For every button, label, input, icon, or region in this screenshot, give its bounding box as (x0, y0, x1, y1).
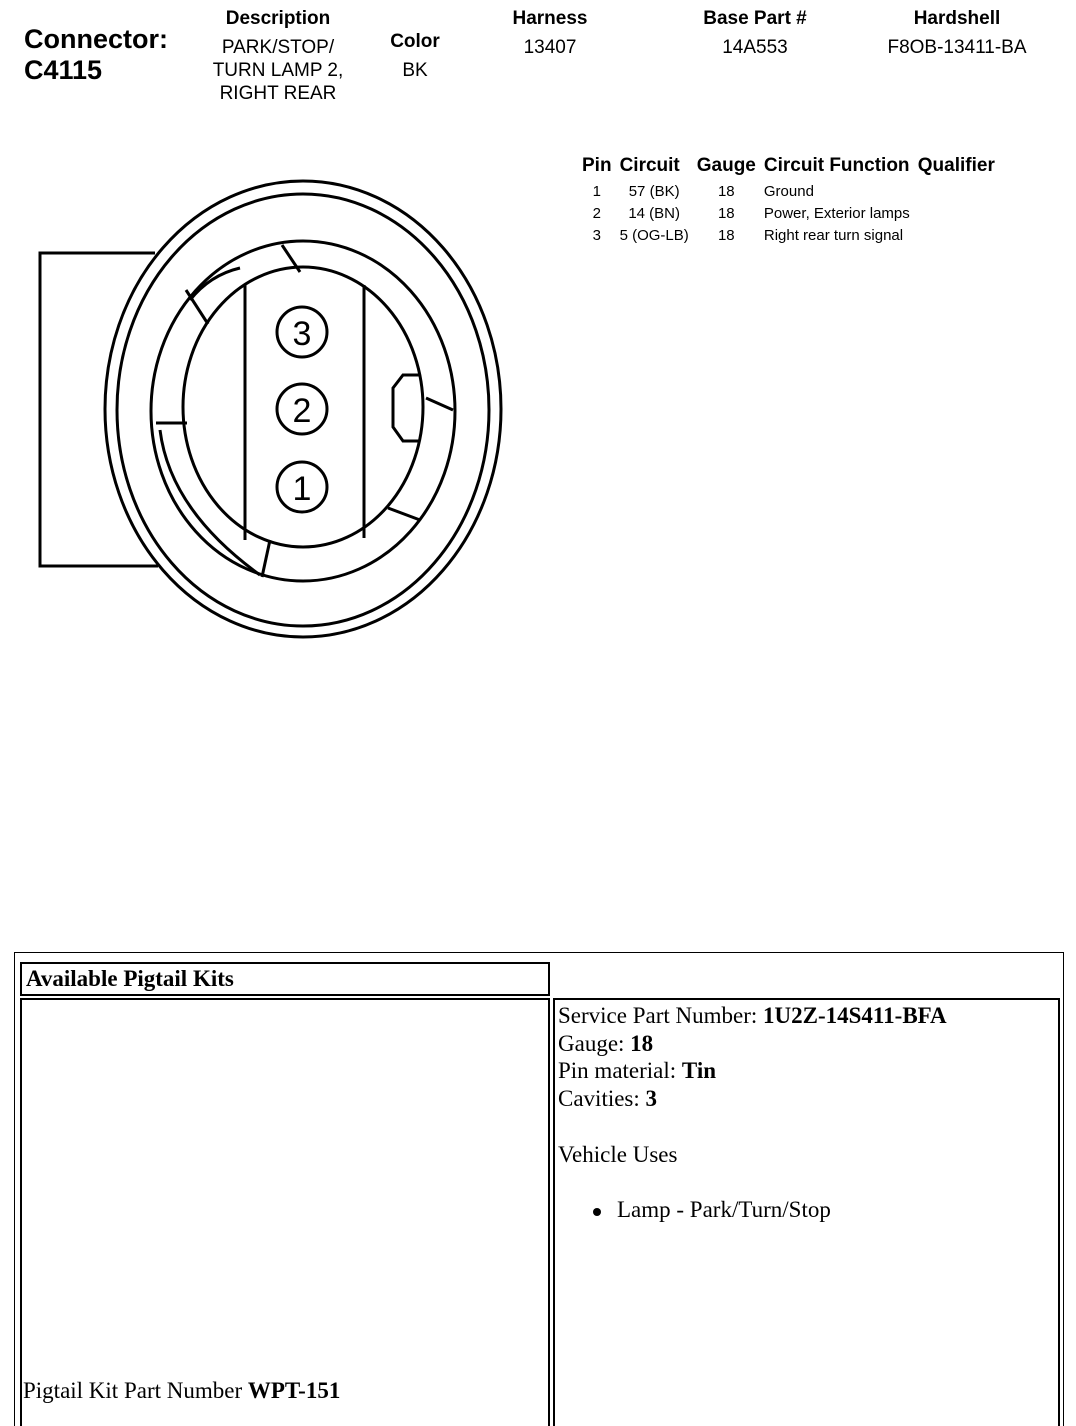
circuit-cell: 57 (BK) (628, 183, 680, 200)
function-cell: Ground (763, 183, 814, 200)
latch-tick (186, 290, 208, 324)
bullet-icon (593, 1208, 601, 1216)
table-row (578, 203, 999, 225)
pin-material-value: Tin (681, 1058, 717, 1083)
table-row (578, 181, 999, 203)
service-part-number (558, 1002, 947, 1030)
base-part-value: 14A553 (722, 37, 788, 58)
kit-part-value: WPT-151 (247, 1378, 341, 1403)
harness-value: 13407 (523, 37, 577, 58)
qualifier-cell (914, 203, 999, 225)
latch-tick (388, 508, 420, 520)
pigtail-kit-image-cell (20, 998, 550, 1426)
vehicle-uses-heading: Vehicle Uses (558, 1142, 678, 1167)
connector-face-diagram (0, 0, 560, 660)
pin-cell: 2 (592, 205, 601, 222)
gauge-cell: 18 (717, 205, 735, 222)
gauge-value: 18 (630, 1031, 654, 1056)
qualifier-cell (914, 225, 999, 247)
pigtail-kit-part-number (23, 1378, 340, 1404)
pin-table-header (578, 155, 999, 181)
latch-tick (262, 540, 270, 577)
function-cell: Right rear turn signal (763, 227, 904, 244)
table-row (578, 225, 999, 247)
connector-label: Connector: (24, 24, 168, 54)
pin-material-spec (558, 1057, 716, 1085)
hardshell-column (860, 7, 1054, 59)
color-value: BK (402, 60, 428, 81)
gauge-cell: 18 (717, 227, 735, 244)
hardshell-value: F8OB-13411-BA (887, 37, 1027, 58)
gauge-spec (558, 1030, 653, 1058)
circuit-cell: 5 (OG-LB) (619, 227, 689, 244)
gauge-header: Gauge (696, 155, 756, 176)
kit-part-label: Pigtail Kit Part Number (23, 1378, 248, 1403)
gauge-cell: 18 (717, 183, 735, 200)
service-part-value: 1U2Z-14S411-BFA (763, 1003, 947, 1028)
qualifier-cell (914, 181, 999, 203)
cavity-3-label: 3 (292, 315, 312, 353)
circuit-cell: 14 (BN) (628, 205, 680, 222)
hardshell-heading: Hardshell (913, 8, 1001, 29)
base-part-column (680, 7, 830, 59)
cavities-spec (558, 1085, 657, 1113)
base-part-heading: Base Part # (703, 8, 807, 29)
description-line: RIGHT REAR (219, 83, 337, 104)
description-heading: Description (225, 8, 331, 29)
pin-header: Pin (582, 155, 612, 176)
circuit-function-header: Circuit Function (763, 155, 910, 176)
service-part-label: Service Part Number: (558, 1003, 764, 1028)
description-line: TURN LAMP 2, (212, 60, 344, 81)
cavities-label: Cavities: (558, 1086, 646, 1111)
list-item (593, 1197, 831, 1223)
function-cell: Power, Exterior lamps (763, 205, 910, 222)
pin-material-label: Pin material: (558, 1058, 682, 1083)
circuit-header: Circuit (619, 155, 680, 176)
gauge-label: Gauge: (558, 1031, 631, 1056)
connector-keyway (393, 375, 420, 441)
pin-cell: 3 (592, 227, 601, 244)
latch-tick (426, 398, 453, 410)
qualifier-header: Qualifier (917, 155, 995, 176)
description-line: PARK/STOP/ (221, 37, 335, 58)
pin-cell: 1 (592, 183, 601, 200)
vehicle-use-text: Lamp - Park/Turn/Stop (617, 1197, 831, 1222)
cavity-1-label: 1 (292, 470, 312, 508)
connector-housing-tab (40, 253, 158, 566)
cavities-value: 3 (645, 1086, 658, 1111)
connector-id: C4115 (24, 55, 103, 85)
color-heading: Color (390, 31, 440, 52)
pin-table (578, 155, 999, 247)
pigtail-kits-title: Available Pigtail Kits (20, 962, 550, 996)
cavity-2-label: 2 (292, 392, 312, 430)
harness-heading: Harness (512, 8, 588, 29)
